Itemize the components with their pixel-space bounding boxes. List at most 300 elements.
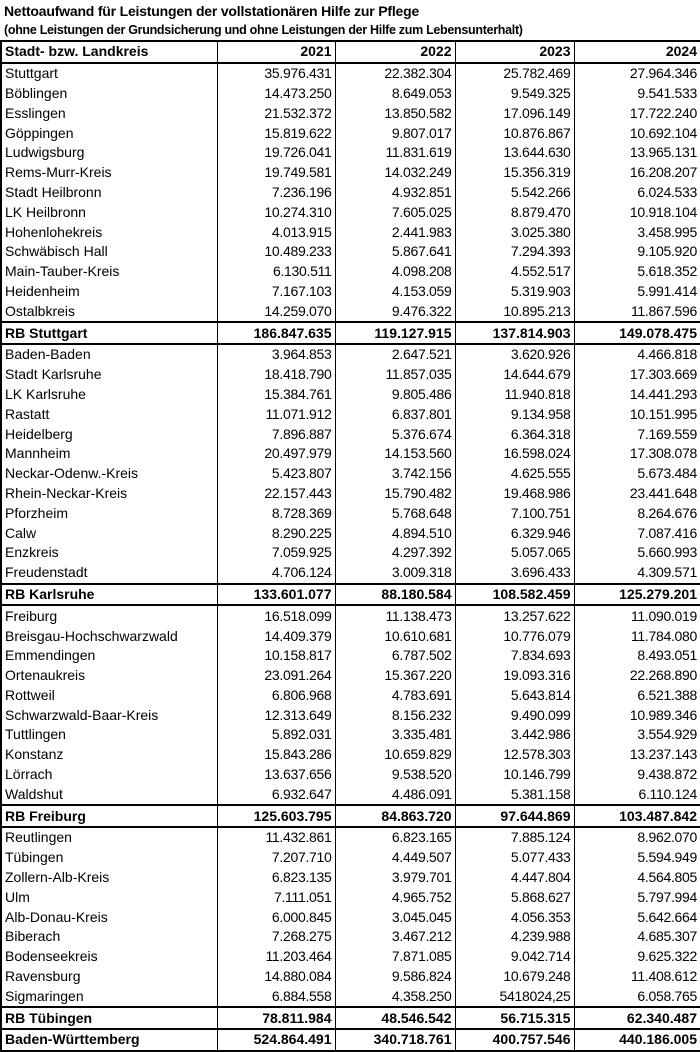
value-cell-2022: 4.098.208: [335, 262, 455, 282]
value-cell-2022: 88.180.584: [335, 584, 455, 606]
value-cell-2024: 3.554.929: [574, 725, 700, 745]
value-cell-2021: 18.418.790: [217, 365, 335, 385]
value-cell-2022: 10.610.681: [335, 626, 455, 646]
table-row: [1, 202, 700, 222]
district-name-cell: Ortenaukreis: [1, 666, 217, 686]
table-row: [1, 222, 700, 242]
value-cell-2021: 4.013.915: [217, 222, 335, 242]
district-name-cell: Ulm: [1, 887, 217, 907]
value-cell-2022: 15.367.220: [335, 666, 455, 686]
value-cell-2024: 125.279.201: [574, 584, 700, 606]
table-row: [1, 163, 700, 183]
value-cell-2022: 4.486.091: [335, 784, 455, 805]
value-cell-2021: 21.532.372: [217, 103, 335, 123]
value-cell-2021: 35.976.431: [217, 63, 335, 84]
table-row: [1, 242, 700, 262]
district-name-cell: Waldshut: [1, 784, 217, 805]
subtotal-row: [1, 1007, 700, 1029]
district-name-cell: Ostalbkreis: [1, 301, 217, 322]
table-row: [1, 262, 700, 282]
value-cell-2021: 12.313.649: [217, 705, 335, 725]
value-cell-2022: 22.382.304: [335, 63, 455, 84]
value-cell-2024: 9.105.920: [574, 242, 700, 262]
value-cell-2022: 2.441.983: [335, 222, 455, 242]
value-cell-2023: 4.447.804: [455, 868, 574, 888]
value-cell-2023: 5.381.158: [455, 784, 574, 805]
value-cell-2024: 14.441.293: [574, 385, 700, 405]
value-cell-2021: 22.157.443: [217, 484, 335, 504]
column-header-district: Stadt- bzw. Landkreis: [1, 41, 217, 63]
district-name-cell: Heidenheim: [1, 282, 217, 302]
value-cell-2021: 10.158.817: [217, 646, 335, 666]
value-cell-2022: 48.546.542: [335, 1007, 455, 1029]
value-cell-2021: 10.274.310: [217, 202, 335, 222]
value-cell-2023: 5418024,25: [455, 986, 574, 1007]
table-row: [1, 907, 700, 927]
district-name-cell: Breisgau-Hochschwarzwald: [1, 626, 217, 646]
value-cell-2022: 14.153.560: [335, 444, 455, 464]
value-cell-2024: 62.340.487: [574, 1007, 700, 1029]
value-cell-2022: 5.867.641: [335, 242, 455, 262]
value-cell-2024: 17.303.669: [574, 365, 700, 385]
table-row: [1, 63, 700, 84]
value-cell-2021: 14.259.070: [217, 301, 335, 322]
value-cell-2024: 149.078.475: [574, 322, 700, 344]
value-cell-2023: 8.879.470: [455, 202, 574, 222]
value-cell-2021: 5.423.807: [217, 464, 335, 484]
table-row: [1, 848, 700, 868]
value-cell-2022: 9.586.824: [335, 967, 455, 987]
district-name-cell: Konstanz: [1, 745, 217, 765]
value-cell-2021: 15.819.622: [217, 123, 335, 143]
table-row: [1, 143, 700, 163]
table-row: [1, 986, 700, 1007]
value-cell-2023: 6.364.318: [455, 424, 574, 444]
table-row: [1, 725, 700, 745]
value-cell-2021: 3.964.853: [217, 344, 335, 365]
district-name-cell: LK Heilbronn: [1, 202, 217, 222]
value-cell-2024: 5.660.993: [574, 543, 700, 563]
value-cell-2021: 78.811.984: [217, 1007, 335, 1029]
value-cell-2021: 133.601.077: [217, 584, 335, 606]
value-cell-2024: 5.673.484: [574, 464, 700, 484]
table-row: [1, 84, 700, 104]
value-cell-2024: 22.268.890: [574, 666, 700, 686]
value-cell-2023: 5.542.266: [455, 183, 574, 203]
district-name-cell: Rastatt: [1, 404, 217, 424]
district-name-cell: Baden-Baden: [1, 344, 217, 365]
table-row: [1, 605, 700, 626]
value-cell-2021: 524.864.491: [217, 1029, 335, 1051]
value-cell-2023: 4.625.555: [455, 464, 574, 484]
table-row: [1, 666, 700, 686]
value-cell-2024: 11.408.612: [574, 967, 700, 987]
value-cell-2024: 3.458.995: [574, 222, 700, 242]
value-cell-2023: 108.582.459: [455, 584, 574, 606]
value-cell-2021: 7.236.196: [217, 183, 335, 203]
value-cell-2024: 103.487.842: [574, 805, 700, 827]
value-cell-2024: 27.964.346: [574, 63, 700, 84]
district-name-cell: Schwarzwald-Baar-Kreis: [1, 705, 217, 725]
value-cell-2023: 15.356.319: [455, 163, 574, 183]
district-name-cell: Esslingen: [1, 103, 217, 123]
value-cell-2022: 9.805.486: [335, 385, 455, 405]
value-cell-2023: 56.715.315: [455, 1007, 574, 1029]
value-cell-2023: 137.814.903: [455, 322, 574, 344]
value-cell-2024: 10.692.104: [574, 123, 700, 143]
value-cell-2023: 10.679.248: [455, 967, 574, 987]
page-title: Nettoaufwand für Leistungen der vollstationären Hilfe zur Pflege: [4, 3, 420, 19]
value-cell-2024: 5.594.949: [574, 848, 700, 868]
value-cell-2024: 8.962.070: [574, 827, 700, 848]
value-cell-2021: 14.473.250: [217, 84, 335, 104]
district-name-cell: Ravensburg: [1, 967, 217, 987]
value-cell-2024: 4.466.818: [574, 344, 700, 365]
value-cell-2023: 5.057.065: [455, 543, 574, 563]
table-row: [1, 765, 700, 785]
table-row: [1, 365, 700, 385]
page-subtitle: (ohne Leistungen der Grundsicherung und ohne Leistungen der Hilfe zum Lebensunterhalt): [4, 23, 523, 37]
table-row: [1, 103, 700, 123]
value-cell-2024: 11.090.019: [574, 605, 700, 626]
value-cell-2023: 3.696.433: [455, 563, 574, 584]
value-cell-2024: 4.309.571: [574, 563, 700, 584]
value-cell-2021: 7.268.275: [217, 927, 335, 947]
district-name-cell: Main-Tauber-Kreis: [1, 262, 217, 282]
value-cell-2022: 4.932.851: [335, 183, 455, 203]
table-row: [1, 626, 700, 646]
value-cell-2022: 13.850.582: [335, 103, 455, 123]
column-header-2022: 2022: [335, 41, 455, 63]
value-cell-2021: 5.892.031: [217, 725, 335, 745]
table-row: [1, 404, 700, 424]
value-cell-2023: 5.319.903: [455, 282, 574, 302]
value-cell-2021: 6.130.511: [217, 262, 335, 282]
value-cell-2024: 17.722.240: [574, 103, 700, 123]
district-name-cell: Freiburg: [1, 605, 217, 626]
value-cell-2024: 6.110.124: [574, 784, 700, 805]
value-cell-2024: 440.186.005: [574, 1029, 700, 1051]
value-cell-2024: 10.918.104: [574, 202, 700, 222]
value-cell-2022: 3.335.481: [335, 725, 455, 745]
value-cell-2022: 5.768.648: [335, 503, 455, 523]
district-name-cell: Schwäbisch Hall: [1, 242, 217, 262]
table-row: [1, 344, 700, 365]
table-row: [1, 967, 700, 987]
district-name-cell: Sigmaringen: [1, 986, 217, 1007]
district-name-cell: Heidelberg: [1, 424, 217, 444]
district-name-cell: Tübingen: [1, 848, 217, 868]
district-name-cell: Reutlingen: [1, 827, 217, 848]
district-name-cell: RB Stuttgart: [1, 322, 217, 344]
value-cell-2022: 3.979.701: [335, 868, 455, 888]
value-cell-2023: 10.776.079: [455, 626, 574, 646]
value-cell-2021: 20.497.979: [217, 444, 335, 464]
value-cell-2022: 4.449.507: [335, 848, 455, 868]
value-cell-2022: 15.790.482: [335, 484, 455, 504]
district-name-cell: Böblingen: [1, 84, 217, 104]
value-cell-2021: 11.432.861: [217, 827, 335, 848]
district-name-cell: Stadt Heilbronn: [1, 183, 217, 203]
district-name-cell: Stadt Karlsruhe: [1, 365, 217, 385]
value-cell-2024: 5.991.414: [574, 282, 700, 302]
value-cell-2022: 4.965.752: [335, 887, 455, 907]
district-name-cell: Lörrach: [1, 765, 217, 785]
value-cell-2021: 125.603.795: [217, 805, 335, 827]
table-row: [1, 523, 700, 543]
expense-table: [0, 40, 700, 1052]
value-cell-2023: 9.549.325: [455, 84, 574, 104]
value-cell-2022: 4.358.250: [335, 986, 455, 1007]
value-cell-2023: 4.239.988: [455, 927, 574, 947]
value-cell-2021: 7.207.710: [217, 848, 335, 868]
value-cell-2023: 14.644.679: [455, 365, 574, 385]
value-cell-2023: 9.042.714: [455, 947, 574, 967]
value-cell-2021: 11.203.464: [217, 947, 335, 967]
value-cell-2022: 119.127.915: [335, 322, 455, 344]
value-cell-2023: 25.782.469: [455, 63, 574, 84]
value-cell-2021: 6.932.647: [217, 784, 335, 805]
value-cell-2023: 10.895.213: [455, 301, 574, 322]
district-name-cell: RB Karlsruhe: [1, 584, 217, 606]
value-cell-2023: 97.644.869: [455, 805, 574, 827]
table-row: [1, 784, 700, 805]
district-name-cell: Rhein-Neckar-Kreis: [1, 484, 217, 504]
value-cell-2022: 6.837.801: [335, 404, 455, 424]
table-row: [1, 563, 700, 584]
table-row: [1, 686, 700, 706]
district-name-cell: Pforzheim: [1, 503, 217, 523]
value-cell-2023: 13.257.622: [455, 605, 574, 626]
value-cell-2024: 10.151.995: [574, 404, 700, 424]
value-cell-2024: 11.867.596: [574, 301, 700, 322]
value-cell-2023: 19.093.316: [455, 666, 574, 686]
value-cell-2024: 6.521.388: [574, 686, 700, 706]
value-cell-2022: 8.156.232: [335, 705, 455, 725]
table-row: [1, 887, 700, 907]
table-row: [1, 484, 700, 504]
value-cell-2023: 4.056.353: [455, 907, 574, 927]
value-cell-2021: 186.847.635: [217, 322, 335, 344]
value-cell-2021: 23.091.264: [217, 666, 335, 686]
value-cell-2024: 13.965.131: [574, 143, 700, 163]
value-cell-2022: 3.009.318: [335, 563, 455, 584]
value-cell-2022: 11.138.473: [335, 605, 455, 626]
value-cell-2024: 4.685.307: [574, 927, 700, 947]
table-row: [1, 424, 700, 444]
value-cell-2022: 3.742.156: [335, 464, 455, 484]
district-name-cell: LK Karlsruhe: [1, 385, 217, 405]
table-row: [1, 464, 700, 484]
district-name-cell: Rottweil: [1, 686, 217, 706]
value-cell-2024: 6.058.765: [574, 986, 700, 1007]
value-cell-2022: 9.476.322: [335, 301, 455, 322]
value-cell-2021: 7.167.103: [217, 282, 335, 302]
value-cell-2024: 8.264.676: [574, 503, 700, 523]
table-row: [1, 827, 700, 848]
value-cell-2024: 10.989.346: [574, 705, 700, 725]
column-header-2024: 2024: [574, 41, 700, 63]
value-cell-2023: 5.077.433: [455, 848, 574, 868]
subtotal-row: [1, 322, 700, 344]
value-cell-2022: 7.871.085: [335, 947, 455, 967]
value-cell-2022: 5.376.674: [335, 424, 455, 444]
value-cell-2024: 5.797.994: [574, 887, 700, 907]
value-cell-2024: 9.625.322: [574, 947, 700, 967]
value-cell-2023: 4.552.517: [455, 262, 574, 282]
value-cell-2022: 4.153.059: [335, 282, 455, 302]
value-cell-2024: 16.208.207: [574, 163, 700, 183]
value-cell-2021: 14.880.084: [217, 967, 335, 987]
district-name-cell: Hohenlohekreis: [1, 222, 217, 242]
district-name-cell: Biberach: [1, 927, 217, 947]
value-cell-2021: 15.843.286: [217, 745, 335, 765]
district-name-cell: Emmendingen: [1, 646, 217, 666]
district-name-cell: Neckar-Odenw.-Kreis: [1, 464, 217, 484]
table-row: [1, 183, 700, 203]
value-cell-2022: 8.649.053: [335, 84, 455, 104]
value-cell-2024: 4.564.805: [574, 868, 700, 888]
value-cell-2023: 7.294.393: [455, 242, 574, 262]
value-cell-2024: 9.438.872: [574, 765, 700, 785]
value-cell-2023: 10.876.867: [455, 123, 574, 143]
value-cell-2024: 11.784.080: [574, 626, 700, 646]
value-cell-2021: 6.000.845: [217, 907, 335, 927]
value-cell-2021: 15.384.761: [217, 385, 335, 405]
district-name-cell: Freudenstadt: [1, 563, 217, 584]
table-row: [1, 444, 700, 464]
value-cell-2023: 5.643.814: [455, 686, 574, 706]
table-row: [1, 301, 700, 322]
column-header-2021: 2021: [217, 41, 335, 63]
district-name-cell: Ludwigsburg: [1, 143, 217, 163]
value-cell-2023: 3.620.926: [455, 344, 574, 365]
value-cell-2022: 4.894.510: [335, 523, 455, 543]
value-cell-2024: 23.441.648: [574, 484, 700, 504]
value-cell-2023: 12.578.303: [455, 745, 574, 765]
district-name-cell: Stuttgart: [1, 63, 217, 84]
value-cell-2023: 6.329.946: [455, 523, 574, 543]
value-cell-2023: 3.442.986: [455, 725, 574, 745]
table-row: [1, 868, 700, 888]
table-row: [1, 123, 700, 143]
district-name-cell: Göppingen: [1, 123, 217, 143]
subtotal-row: [1, 584, 700, 606]
value-cell-2021: 8.728.369: [217, 503, 335, 523]
value-cell-2021: 16.518.099: [217, 605, 335, 626]
value-cell-2022: 340.718.761: [335, 1029, 455, 1051]
district-name-cell: Tuttlingen: [1, 725, 217, 745]
value-cell-2021: 11.071.912: [217, 404, 335, 424]
column-header-2023: 2023: [455, 41, 574, 63]
district-name-cell: Rems-Murr-Kreis: [1, 163, 217, 183]
district-name-cell: Baden-Württemberg: [1, 1029, 217, 1051]
value-cell-2021: 8.290.225: [217, 523, 335, 543]
total-row: [1, 1029, 700, 1051]
value-cell-2022: 9.807.017: [335, 123, 455, 143]
value-cell-2023: 3.025.380: [455, 222, 574, 242]
table-row: [1, 947, 700, 967]
value-cell-2024: 6.024.533: [574, 183, 700, 203]
value-cell-2022: 3.045.045: [335, 907, 455, 927]
value-cell-2021: 19.726.041: [217, 143, 335, 163]
table-row: [1, 503, 700, 523]
value-cell-2023: 11.940.818: [455, 385, 574, 405]
subtotal-row: [1, 805, 700, 827]
value-cell-2021: 19.749.581: [217, 163, 335, 183]
value-cell-2023: 5.868.627: [455, 887, 574, 907]
district-name-cell: Enzkreis: [1, 543, 217, 563]
value-cell-2022: 11.831.619: [335, 143, 455, 163]
value-cell-2022: 7.605.025: [335, 202, 455, 222]
value-cell-2023: 19.468.986: [455, 484, 574, 504]
value-cell-2021: 13.637.656: [217, 765, 335, 785]
value-cell-2021: 7.896.887: [217, 424, 335, 444]
value-cell-2023: 7.885.124: [455, 827, 574, 848]
value-cell-2023: 400.757.546: [455, 1029, 574, 1051]
district-name-cell: RB Freiburg: [1, 805, 217, 827]
value-cell-2024: 8.493.051: [574, 646, 700, 666]
value-cell-2024: 13.237.143: [574, 745, 700, 765]
table-body: [1, 63, 700, 1051]
value-cell-2021: 6.884.558: [217, 986, 335, 1007]
value-cell-2021: 7.111.051: [217, 887, 335, 907]
value-cell-2023: 7.100.751: [455, 503, 574, 523]
value-cell-2022: 2.647.521: [335, 344, 455, 365]
value-cell-2022: 3.467.212: [335, 927, 455, 947]
value-cell-2023: 7.834.693: [455, 646, 574, 666]
table-row: [1, 282, 700, 302]
value-cell-2021: 7.059.925: [217, 543, 335, 563]
value-cell-2023: 13.644.630: [455, 143, 574, 163]
district-name-cell: Bodenseekreis: [1, 947, 217, 967]
table-header-row: [1, 41, 700, 63]
value-cell-2021: 4.706.124: [217, 563, 335, 584]
value-cell-2022: 6.823.165: [335, 827, 455, 848]
value-cell-2022: 4.297.392: [335, 543, 455, 563]
district-name-cell: Calw: [1, 523, 217, 543]
table-row: [1, 646, 700, 666]
value-cell-2022: 9.538.520: [335, 765, 455, 785]
table-row: [1, 385, 700, 405]
value-cell-2023: 10.146.799: [455, 765, 574, 785]
value-cell-2022: 14.032.249: [335, 163, 455, 183]
value-cell-2022: 11.857.035: [335, 365, 455, 385]
value-cell-2024: 5.642.664: [574, 907, 700, 927]
value-cell-2024: 7.169.559: [574, 424, 700, 444]
value-cell-2024: 7.087.416: [574, 523, 700, 543]
value-cell-2023: 16.598.024: [455, 444, 574, 464]
district-name-cell: RB Tübingen: [1, 1007, 217, 1029]
table-row: [1, 745, 700, 765]
value-cell-2021: 6.806.968: [217, 686, 335, 706]
table-row: [1, 927, 700, 947]
value-cell-2024: 17.308.078: [574, 444, 700, 464]
value-cell-2023: 9.134.958: [455, 404, 574, 424]
district-name-cell: Zollern-Alb-Kreis: [1, 868, 217, 888]
value-cell-2021: 10.489.233: [217, 242, 335, 262]
value-cell-2023: 9.490.099: [455, 705, 574, 725]
district-name-cell: Alb-Donau-Kreis: [1, 907, 217, 927]
value-cell-2022: 4.783.691: [335, 686, 455, 706]
value-cell-2023: 17.096.149: [455, 103, 574, 123]
table-row: [1, 543, 700, 563]
value-cell-2022: 6.787.502: [335, 646, 455, 666]
district-name-cell: Mannheim: [1, 444, 217, 464]
value-cell-2024: 9.541.533: [574, 84, 700, 104]
value-cell-2024: 5.618.352: [574, 262, 700, 282]
value-cell-2021: 14.409.379: [217, 626, 335, 646]
